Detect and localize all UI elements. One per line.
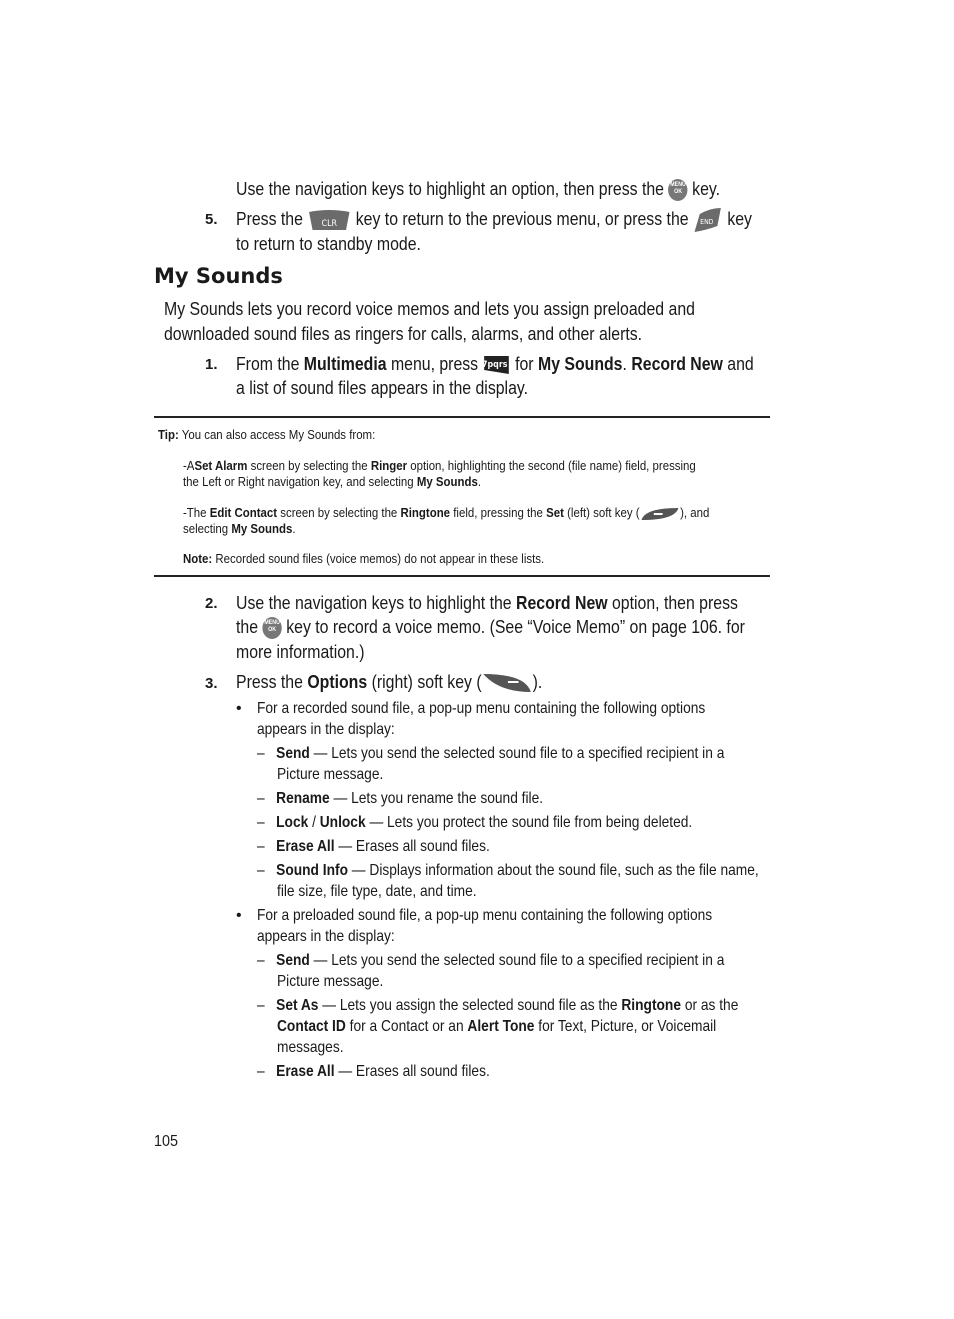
step3-text: (right) soft key (: [371, 672, 482, 692]
bullet-icon: •: [236, 907, 242, 924]
tip-alarm-line2: [183, 474, 481, 490]
dash: –: [257, 745, 265, 762]
step5-text: key: [727, 208, 752, 229]
option-name: Set As: [276, 997, 319, 1014]
option-desc: — Lets you send the selected sound file to a specified recipient in a: [313, 952, 725, 969]
tip-text: .: [477, 474, 482, 489]
option-name: Unlock: [319, 814, 366, 831]
step2-line1: [236, 591, 738, 615]
preloaded-item-send-cont: Picture message.: [277, 973, 384, 990]
option-name: Send: [276, 952, 310, 969]
tip-note: [183, 551, 544, 567]
tip-intro: [158, 427, 375, 443]
end-key-label: END: [700, 217, 714, 227]
step3-line: [236, 670, 542, 694]
option-bold: Contact ID: [277, 1018, 346, 1035]
intro-text: Use the navigation keys to highlight an option, then press the: [236, 179, 664, 199]
tip-bold: Ringtone: [400, 505, 451, 520]
option-desc: — Lets you protect the sound file from being deleted.: [369, 814, 693, 831]
step-number: 1.: [205, 356, 218, 373]
step1-bold: Record New: [631, 354, 723, 374]
dash: –: [257, 838, 265, 855]
option-desc: — Erases all sound files.: [338, 838, 490, 855]
tip-text: option, highlighting the second (file name) field, pressing: [410, 458, 696, 473]
option-sep: /: [312, 814, 316, 831]
tip-text: screen by selecting the: [250, 458, 368, 473]
step5-line2: to return to standby mode.: [236, 234, 421, 254]
step1-text: for: [515, 354, 534, 374]
step2-text: key to record a voice memo. (See “Voice Memo” on page 106. for: [286, 617, 745, 637]
step5-text: key to return to the previous menu, or press the: [355, 208, 689, 229]
option-desc: for Text, Picture, or Voicemail: [538, 1018, 717, 1035]
tip-intro-text: You can also access My Sounds from:: [181, 427, 376, 442]
step3-text: ).: [532, 672, 543, 692]
dash: –: [257, 952, 265, 969]
tip-bold: Ringer: [370, 458, 408, 473]
key-7-icon: [483, 354, 511, 376]
step2-text: Use the navigation keys to highlight the: [236, 593, 512, 613]
key-7-label: 7pqrs: [482, 358, 508, 370]
dash: –: [257, 862, 265, 879]
recorded-item-lock: [257, 812, 692, 833]
clr-key-label: CLR: [321, 217, 338, 229]
tip-contact-line1: [183, 505, 709, 522]
step2-line2: [236, 615, 745, 639]
note-label: Note:: [183, 551, 213, 566]
tip-bold: Edit Contact: [209, 505, 278, 520]
preloaded-item-send: [257, 950, 724, 971]
menu-ok-key-icon: MENU OK: [668, 179, 687, 201]
tip-label: Tip:: [158, 427, 179, 442]
step3-bold: Options: [307, 672, 368, 692]
recorded-line1: For a recorded sound file, a pop-up menu containing the following options: [257, 700, 706, 717]
option-bold: Alert Tone: [467, 1018, 535, 1035]
tip-text: selecting: [183, 521, 229, 536]
dash: –: [257, 790, 265, 807]
option-desc: — Displays information about the sound file, such as the file name,: [351, 862, 759, 879]
step1-line1: [236, 352, 754, 376]
option-desc: or as the: [684, 997, 739, 1014]
tip-text: .: [292, 521, 296, 536]
step-number: 5.: [205, 211, 218, 228]
step1-bold: Multimedia: [303, 354, 387, 374]
intro-text-end: key.: [692, 179, 721, 199]
tip-bold: My Sounds: [416, 474, 478, 489]
tip-bottom-rule: [154, 575, 770, 577]
tip-contact-line2: [183, 521, 296, 537]
section-paragraph-line2: downloaded sound files as ringers for calls, alarms, and other alerts.: [164, 324, 643, 344]
preloaded-item-set-as-line2: [277, 1016, 716, 1037]
option-bold: Ringtone: [621, 997, 681, 1014]
recorded-item-erase-all: [257, 836, 490, 857]
step5-line1: [236, 206, 752, 234]
tip-text: field, pressing the: [453, 505, 543, 520]
option-name: Erase All: [276, 1063, 335, 1080]
section-title: My Sounds: [154, 264, 283, 288]
step2-text: option, then press: [611, 593, 738, 613]
tip-text: -The: [183, 505, 207, 520]
tip-text: screen by selecting the: [280, 505, 398, 520]
step2-line3: more information.): [236, 642, 365, 662]
option-desc: — Lets you send the selected sound file to a specified recipient in a: [313, 745, 725, 762]
preloaded-item-erase-all: [257, 1061, 490, 1082]
option-name: Lock: [276, 814, 309, 831]
step1-bold: My Sounds: [538, 354, 623, 374]
page-number: 105: [154, 1133, 179, 1150]
menu-ok-key-icon: MENU OK: [262, 617, 281, 639]
dash: –: [257, 1063, 265, 1080]
clr-key-icon: [307, 208, 351, 232]
recorded-line2: appears in the display:: [257, 721, 395, 738]
dash: –: [257, 997, 265, 1014]
preloaded-item-set-as-line3: messages.: [277, 1039, 344, 1056]
option-name: Sound Info: [276, 862, 348, 879]
option-desc: — Lets you assign the selected sound file as the: [322, 997, 618, 1014]
step5-text: Press the: [236, 208, 303, 229]
tip-alarm-line1: [183, 458, 696, 474]
bullet-icon: •: [236, 700, 242, 717]
tip-bold: My Sounds: [231, 521, 293, 536]
option-name: Send: [276, 745, 310, 762]
dash: –: [257, 814, 265, 831]
tip-text: ), and: [680, 505, 710, 520]
step1-text: menu, press: [390, 354, 479, 374]
option-desc: — Erases all sound files.: [338, 1063, 490, 1080]
tip-bold: Set: [546, 505, 564, 520]
option-name: Erase All: [276, 838, 335, 855]
option-desc: — Lets you rename the sound file.: [333, 790, 544, 807]
step-number: 2.: [205, 595, 218, 612]
step2-text: the: [236, 617, 259, 637]
step-number: 3.: [205, 675, 218, 692]
step3-text: Press the: [236, 672, 303, 692]
left-soft-key-icon: [640, 506, 680, 522]
step1-text: From the: [236, 354, 300, 374]
tip-top-rule: [154, 416, 770, 418]
intro-line: [236, 177, 720, 201]
tip-bold: Set Alarm: [194, 458, 248, 473]
step2-bold: Record New: [516, 593, 608, 613]
tip-text: (left) soft key (: [567, 505, 640, 520]
recorded-item-sound-info: [257, 860, 759, 881]
preloaded-line1: For a preloaded sound file, a pop-up menu containing the following options: [257, 907, 713, 924]
step1-text: and: [727, 354, 754, 374]
recorded-item-send-cont: Picture message.: [277, 766, 384, 783]
option-name: Rename: [276, 790, 330, 807]
option-desc: for a Contact or an: [349, 1018, 464, 1035]
step1-text: .: [622, 354, 627, 374]
end-key-icon: [693, 206, 723, 234]
section-paragraph-line1: My Sounds lets you record voice memos and lets you assign preloaded and: [164, 299, 695, 319]
tip-text: -A: [183, 458, 195, 473]
right-soft-key-icon: [482, 672, 533, 694]
step1-line2: a list of sound files appears in the display.: [236, 378, 529, 398]
preloaded-line2: appears in the display:: [257, 928, 395, 945]
recorded-item-send: [257, 743, 724, 764]
preloaded-item-set-as: [257, 995, 738, 1016]
recorded-item-sound-info-cont: file size, file type, date, and time.: [277, 883, 477, 900]
tip-text: the Left or Right navigation key, and selecting: [183, 474, 414, 489]
recorded-item-rename: [257, 788, 543, 809]
note-text: Recorded sound files (voice memos) do not appear in these lists.: [215, 551, 545, 566]
